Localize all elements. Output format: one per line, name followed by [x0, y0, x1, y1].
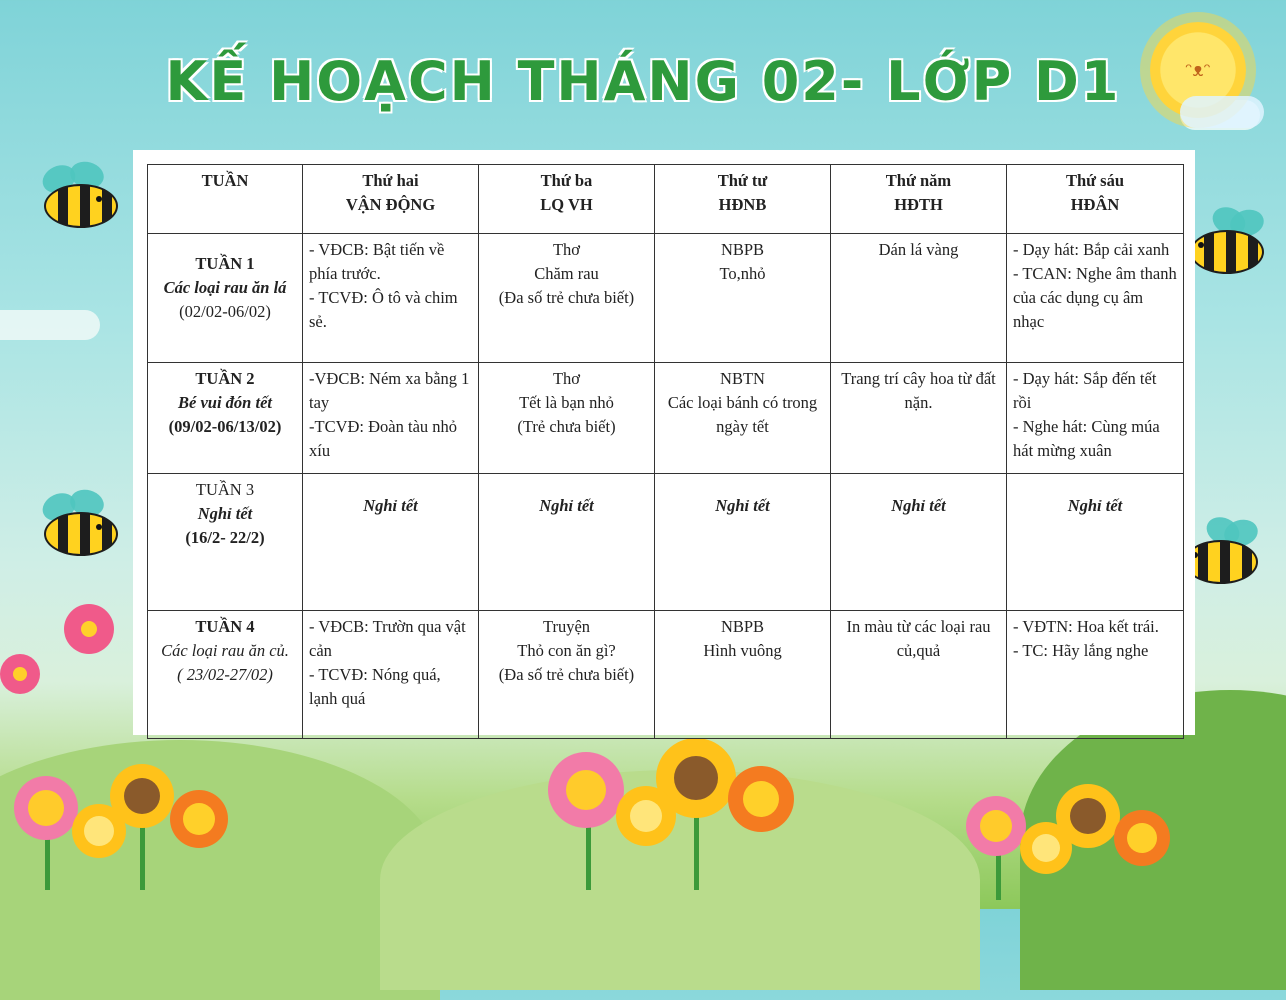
- monday-cell: Nghỉ tết: [303, 474, 479, 611]
- tuesday-cell: Nghỉ tết: [479, 474, 655, 611]
- wednesday-cell: NBPB Hình vuông: [655, 611, 831, 739]
- sunflower-icon: [966, 796, 1026, 856]
- monday-cell: -VĐCB: Ném xa bằng 1 tay -TCVĐ: Đoàn tàu nhỏ xíu: [303, 363, 479, 474]
- week-cell: TUẦN 1 Các loại rau ăn lá (02/02-06/02): [148, 234, 303, 363]
- sunflower-icon: [1020, 822, 1072, 874]
- header-thursday: Thứ năm HĐTH: [831, 165, 1007, 234]
- friday-cell: - VĐTN: Hoa kết trái. - TC: Hãy lắng nghe: [1007, 611, 1184, 739]
- sunflower-icon: [14, 776, 78, 840]
- header-week: TUẦN: [148, 165, 303, 234]
- thursday-cell: In màu từ các loại rau củ,quả: [831, 611, 1007, 739]
- wednesday-cell: Nghỉ tết: [655, 474, 831, 611]
- week-cell: TUẦN 3 Nghỉ tết (16/2- 22/2): [148, 474, 303, 611]
- monday-cell: - VĐCB: Bật tiến về phía trước. - TCVĐ: Ô tô và chim sẻ.: [303, 234, 479, 363]
- hill-decoration: [0, 740, 440, 1000]
- cloud-decoration: [0, 310, 100, 340]
- thursday-cell: Trang trí cây hoa từ đất nặn.: [831, 363, 1007, 474]
- pink-flower-icon: [64, 604, 114, 654]
- header-wednesday: Thứ tư HĐNB: [655, 165, 831, 234]
- bee-icon: [36, 496, 118, 552]
- thursday-cell: Nghỉ tết: [831, 474, 1007, 611]
- header-tuesday: Thứ ba LQ VH: [479, 165, 655, 234]
- sunflower-icon: [728, 766, 794, 832]
- sunflower-icon: [170, 790, 228, 848]
- tuesday-cell: Thơ Chăm rau (Đa số trẻ chưa biết): [479, 234, 655, 363]
- plan-table: [147, 164, 1184, 739]
- thursday-cell: Dán lá vàng: [831, 234, 1007, 363]
- pink-flower-icon: [0, 654, 40, 694]
- header-row: [148, 165, 1184, 234]
- table-row: [148, 363, 1184, 474]
- week-cell: TUẦN 2 Bé vui đón tết (09/02-06/13/02): [148, 363, 303, 474]
- page-title: KẾ HOẠCH THÁNG 02- LỚP D1: [165, 50, 1121, 113]
- table-row: [148, 474, 1184, 611]
- table-row: [148, 234, 1184, 363]
- wednesday-cell: NBTN Các loại bánh có trong ngày tết: [655, 363, 831, 474]
- header-friday: Thứ sáu HĐÂN: [1007, 165, 1184, 234]
- sunflower-icon: [72, 804, 126, 858]
- monday-cell: - VĐCB: Trườn qua vật cản - TCVĐ: Nóng quá, lạnh quá: [303, 611, 479, 739]
- sun-icon: ᵔᴥᵔ: [1150, 22, 1246, 118]
- tuesday-cell: Truyện Thỏ con ăn gì? (Đa số trẻ chưa biết): [479, 611, 655, 739]
- wednesday-cell: NBPB To,nhỏ: [655, 234, 831, 363]
- week-cell: TUẦN 4 Các loại rau ăn củ. ( 23/02-27/02): [148, 611, 303, 739]
- sunflower-icon: [548, 752, 624, 828]
- friday-cell: - Dạy hát: Bắp cải xanh - TCAN: Nghe âm thanh của các dụng cụ âm nhạc: [1007, 234, 1184, 363]
- sunflower-icon: [616, 786, 676, 846]
- bee-icon: [36, 168, 118, 224]
- sunflower-icon: [1114, 810, 1170, 866]
- header-monday: Thứ hai VẬN ĐỘNG: [303, 165, 479, 234]
- table-row: [148, 611, 1184, 739]
- tuesday-cell: Thơ Tết là bạn nhỏ (Trẻ chưa biết): [479, 363, 655, 474]
- friday-cell: - Dạy hát: Sắp đến tết rồi - Nghe hát: Cùng múa hát mừng xuân: [1007, 363, 1184, 474]
- friday-cell: Nghỉ tết: [1007, 474, 1184, 611]
